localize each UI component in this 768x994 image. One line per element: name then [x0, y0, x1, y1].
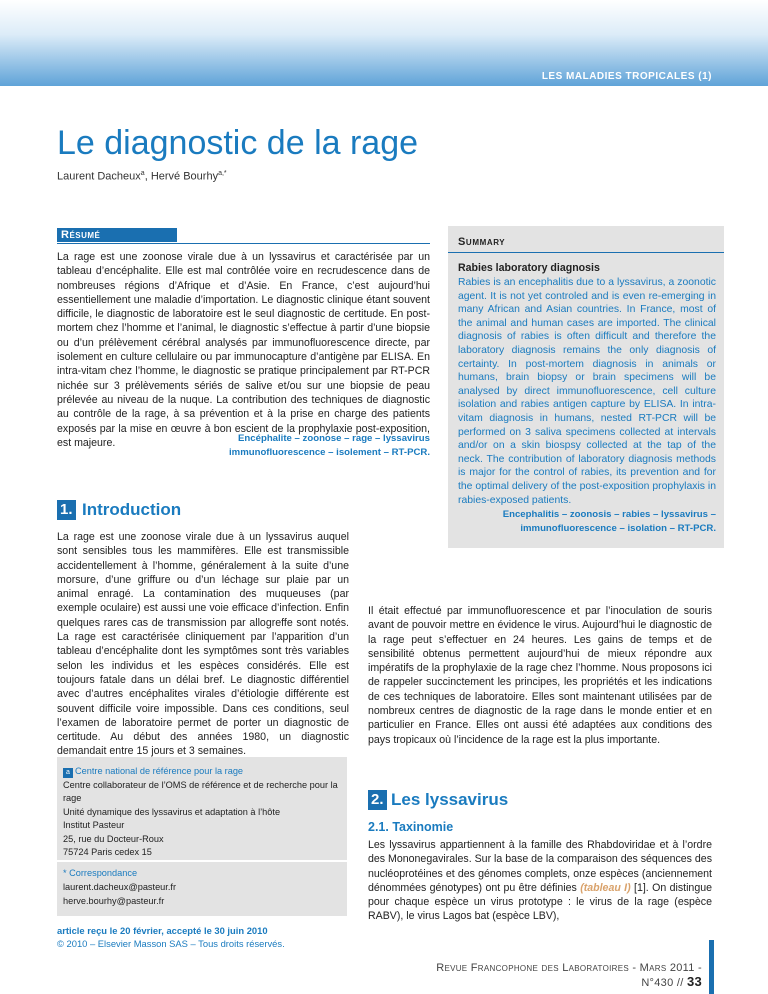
- article-dates: [57, 924, 285, 950]
- email-address: herve.bourhy@pasteur.fr: [63, 896, 165, 906]
- introduction-continuation: Il était effectué par immunofluorescence et par l’inoculation de souris avant de pouvoir mettre en évidence le virus. Aujourd’hui le diagnostic de la rage peut s’effectuer en 24 heures. Les gains de temps et de sensibilité obtenus permettent aujourd’hui de mieux répondre aux impératifs de la prophylaxie de la rage chez l’homme. Nous proposons ici de rappeler succinctement les principes, les propriétés et les indications de ces techniques de laboratoire. Elles sont maintenant utilisées par de nombreux centres de diagnostic de la rage dans le monde entier et en particulier en France. Elles ont aussi été adaptées aux conditions des pays tropicaux où l’incidence de la rage est la plus importante.: [368, 605, 712, 746]
- page-number: 33: [686, 974, 702, 989]
- page-footer: [420, 962, 702, 989]
- introduction-text: La rage est une zoonose virale due à un lyssavirus auquel sont sensibles tous les mammifères. Elle est transmissible accidentellement à l’homme, généralement à la suite d’une morsure, d’une griffure ou d’un léchage sur plaie par un animal enragé. La contamination des muqueuses (par exemple oculaire) est aussi une voie efficace d’infection. Enfin quelques rares cas de transmission par allogreffe sont notés. La rage est caractérisée cliniquement par l’apparition d’un tableau d’encéphalite dont les symptômes sont très variables selon les individus et les espèces considérés. Elle est toujours fatale dans un délai bref. Le diagnostic différentiel avec d’autres encéphalites virales d’étiologie différente est souvent difficile voire impossible. Dans ces conditions, seul l’examen de laboratoire permet de porter un diagnostic de certitude. Au début des années 1980, un diagnostic demandait entre 15 jours et 3 semaines.: [57, 531, 349, 758]
- section-number: 2.: [368, 790, 387, 810]
- table-reference-link[interactable]: (tableau I): [580, 881, 631, 894]
- summary-subtitle: Rabies laboratory diagnosis: [458, 262, 600, 274]
- affiliation-mark: a: [63, 768, 73, 778]
- author-affiliation-mark: a: [140, 170, 145, 177]
- keywords-line: immunofluorescence – isolation – RT-PCR.: [520, 522, 716, 534]
- affiliation-line: 25, rue du Docteur-Roux: [63, 833, 164, 844]
- affiliation-line: Centre collaborateur de l’OMS de référence et de recherche pour la rage: [63, 779, 338, 803]
- summary-divider: [448, 252, 724, 253]
- resume-abstract: La rage est une zoonose virale due à un lyssavirus et caractérisée par un tableau d’encéphalite. Elle est mal contrôlée voire en recrudescence dans de nombreuses régions d’Afrique et d’Asie. En France, c’est aujourd’hui essentiellement une maladie d’importation. Le diagnostic clinique étant souvent difficile, le diagnostic de laboratoire est le seul diagnostic de certitude. En post-mortem chez l’homme et l’animal, le diagnostic s’effectue à partir d’une biopsie ou d’un prélèvement cérébral analysés par immunofluorescence directe, par isolement en culture cellulaire ou par immunocapture d’antigène par ELISA. En intra-vitam chez l’homme, le diagnostic se pratique principalement par RT-PCR nichée sur 3 prélèvements sériés de salive et/ou sur une biopsie de peau prélevée au niveau de la nuque. La contribution des techniques de diagnostic au contrôle de la rage, à sa prévention et à la prise en charge des patients exposés par la mise en œuvre à bon escient de la prophylaxie post-exposition, est majeure.: [57, 251, 430, 449]
- keywords-line: immunofluorescence – isolement – RT-PCR.: [229, 446, 430, 458]
- affiliation-box: [57, 757, 347, 860]
- keywords-line: Encéphalite – zoonose – rage – lyssavirus: [238, 433, 430, 444]
- journal-citation: Revue Francophone des Laboratoires - Mars 2011 - N°430 //: [436, 962, 702, 989]
- resume-divider: [57, 243, 430, 244]
- author-list: [57, 170, 227, 183]
- author-name: Hervé Bourhy: [150, 170, 219, 183]
- correspondence-box: [57, 862, 347, 916]
- keywords-line: Encephalitis – zoonosis – rabies – lyssavirus –: [502, 509, 716, 520]
- section-title: Introduction: [82, 500, 182, 519]
- footer-accent-bar: [709, 940, 714, 994]
- author-affiliation-mark: a,*: [218, 170, 227, 177]
- summary-abstract: Rabies is an encephalitis due to a lyssavirus, a zoonotic agent. It is not yet controled and is even re-emerging in many African and Asian countries. In France, most of the animal and human cases are imported. The clinical diagnosis of rabies is often difficult and therefore the laboratory diagnosis remains the only diagnosis of certainty. In post-mortem diagnosis in animals or humans, brain biopsy or brain specimens will be analysed by direct immunofluorescence, cell culture isolation and rabies antigen capture by ELISA. In intra-vitam diagnosis in humans, nested RT-PCR will be performed on 3 saliva specimens collected at intervals and/or on a skin biospsy collected at the tap of the neck. The contribution of laboratory diagnosis methods is major for the control of rabies, its prevention and for the optimal delivery of the post-exposition prophylaxis in rabies-exposed patients.: [458, 277, 716, 506]
- summary-heading: Summary: [458, 236, 506, 248]
- author-name: Laurent Dacheux: [57, 170, 141, 183]
- received-note: article reçu le 20 février, accepté le 30 juin 2010: [57, 925, 268, 936]
- copyright-note: © 2010 – Elsevier Masson SAS – Tous droits réservés.: [57, 938, 285, 949]
- affiliation-line: a Centre national de référence pour la rage: [63, 765, 341, 779]
- correspondence-label: * Correspondance: [63, 868, 138, 878]
- email-address: laurent.dacheux@pasteur.fr: [63, 882, 177, 892]
- affiliation-line: 75724 Paris cedex 15: [63, 847, 152, 857]
- affiliation-line: Institut Pasteur: [63, 820, 125, 830]
- section-title: Les lyssavirus: [391, 790, 509, 809]
- subsection-title: 2.1. Taxinomie: [368, 820, 454, 834]
- section2-text: Les lyssavirus appartiennent à la famille des Rhabdoviridae et à l’ordre des Mononegavirales. Sur la base de la comparaison des séquences des nucléoprotéines et des génomes complets, onze espèces (anciennement dénommées génotypes) ont pu être définies (tableau I) [1]. On distingue pour chaque espèce un virus prototype : le virus de la rage (espèce RABV), le virus Lagos bat (espèce LBV),: [368, 839, 712, 923]
- section-number: 1.: [57, 500, 76, 520]
- affiliation-line: Unité dynamique des lyssavirus et adaptation à l’hôte: [63, 806, 281, 817]
- summary-keywords: [458, 508, 716, 535]
- article-title: Le diagnostic de la rage: [57, 124, 419, 162]
- section-header-label: LES MALADIES TROPICALES (1): [541, 71, 712, 82]
- author-separator: ,: [144, 170, 151, 183]
- resume-heading: Résumé: [57, 228, 177, 242]
- resume-keywords: [190, 432, 430, 459]
